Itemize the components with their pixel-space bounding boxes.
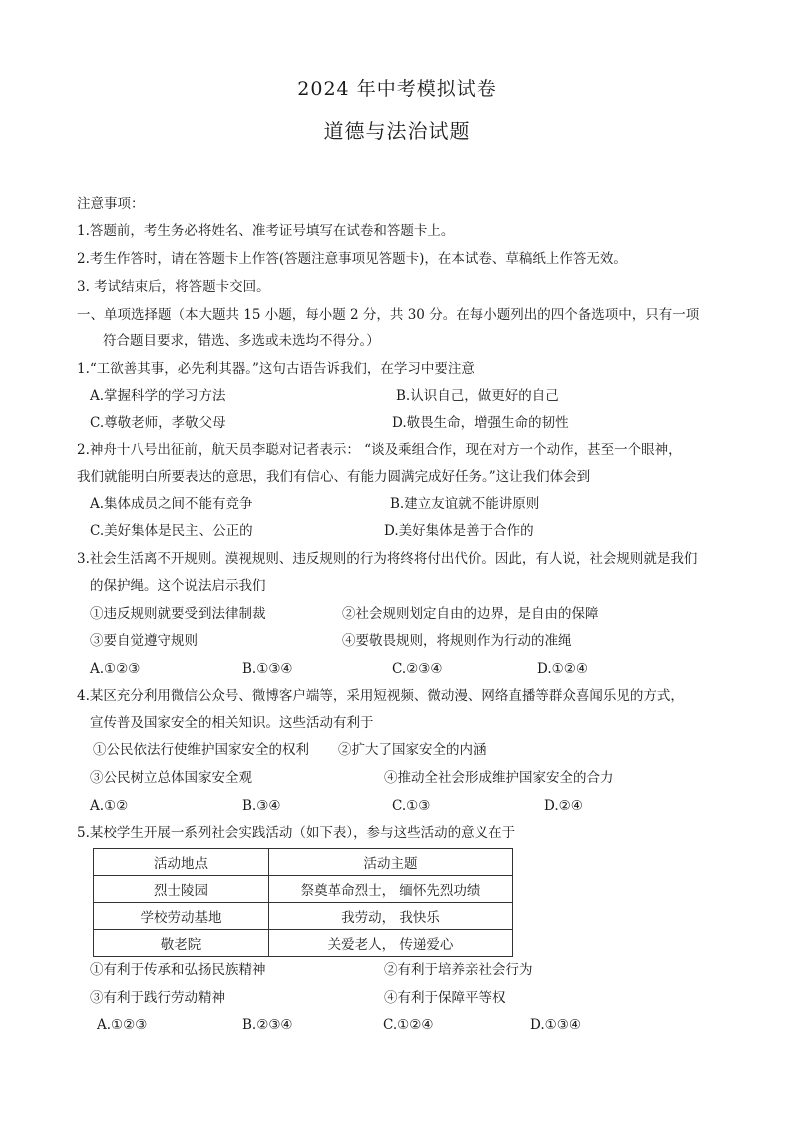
q5-option-b: B.②③④ [242,1017,293,1033]
table-cell: 我劳动， 我快乐 [269,903,513,930]
q3-statement-3: ③要自觉遵守规则 [90,633,198,649]
q4-option-a: A.①② [90,798,129,814]
q4-option-b: B.③④ [242,798,281,814]
q4-option-c: C.①③ [392,798,431,814]
q4-statement-1: ①公民依法行使维护国家安全的权利 [93,742,309,758]
q3-option-c: C.②③④ [392,661,443,677]
section-heading-line1: 一、单项选择题（本大题共 15 小题，每小题 2 分，共 30 分。在每小题列出的四个备选项中，只有一项 [77,307,700,323]
table-row [94,876,513,903]
q5-statement-1: ①有利于传承和弘扬民族精神 [90,962,266,978]
q5-statement-4: ④有利于保障平等权 [384,990,506,1006]
q2-option-c: C.美好集体是民主、公正的 [90,523,253,539]
q2-stem-line1: 2.神舟十八号出征前，航天员李聪对记者表示： “谈及乘组合作，现在对方一个动作，甚至一个眼神， [77,442,682,458]
q4-statement-3: ③公民树立总体国家安全观 [90,770,252,786]
q5-statement-2: ②有利于培养亲社会行为 [384,962,533,978]
table-header-row [94,849,513,876]
q5-option-c: C.①②④ [383,1017,434,1033]
q5-option-d: D.①③④ [530,1017,581,1033]
notice-item-1: 1.答题前，考生务必将姓名、准考证号填写在试卷和答题卡上。 [77,223,455,239]
q4-statement-2: ②扩大了国家安全的内涵 [338,742,487,758]
table-cell: 关爱老人， 传递爱心 [269,930,513,957]
q3-statement-4: ④要敬畏规则，将规则作为行动的准绳 [342,633,572,649]
q3-option-d: D.①②④ [537,661,588,677]
q3-stem-line1: 3.社会生活离不开规则。漠视规则、违反规则的行为将终将付出代价。因此，有人说，社会规则就是我们 [77,551,698,567]
page-subtitle: 道德与法治试题 [323,119,471,143]
q1-option-a: A.掌握科学的学习方法 [90,388,226,404]
q5-stem: 5.某校学生开展一系列社会实践活动（如下表），参与这些活动的意义在于 [77,825,516,841]
q1-stem: 1.“工欲善其事，必先利其器。”这句古语告诉我们，在学习中要注意 [77,361,475,377]
q3-statement-1: ①违反规则就要受到法律制裁 [90,606,266,622]
notice-item-2: 2.考生作答时，请在答题卡上作答(答题注意事项见答题卡)，在本试卷、草稿纸上作答无效。 [77,251,627,267]
q5-statement-3: ③有利于践行劳动精神 [90,990,225,1006]
q3-statement-2: ②社会规则划定自由的边界，是自由的保障 [342,606,599,622]
notice-heading: 注意事项： [77,196,145,212]
q1-option-d: D.敬畏生命，增强生命的韧性 [392,415,569,431]
table-header-cell: 活动主题 [269,849,513,876]
q2-option-b: B.建立友谊就不能讲原则 [390,496,540,512]
table-cell: 烈士陵园 [94,876,269,903]
table-header-cell: 活动地点 [94,849,269,876]
table-cell: 祭奠革命烈士， 缅怀先烈功绩 [269,876,513,903]
q3-stem-line2: 的保护绳。这个说法启示我们 [90,578,266,594]
table-row [94,903,513,930]
q4-stem-line2: 宣传普及国家安全的相关知识。这些活动有利于 [90,715,374,731]
q1-option-c: C.尊敬老师，孝敬父母 [90,415,226,431]
table-row [94,930,513,957]
page-title: 2024 年中考模拟试卷 [297,78,497,100]
q2-stem-line2: 我们就能明白所要表达的意思，我们有信心、有能力圆满完成好任务。”这让我们体会到 [77,469,591,485]
q2-option-d: D.美好集体是善于合作的 [384,523,534,539]
q2-option-a: A.集体成员之间不能有竞争 [90,496,253,512]
q4-statement-4: ④推动全社会形成维护国家安全的合力 [384,770,614,786]
q4-stem-line1: 4.某区充分利用微信公众号、微博客户端等，采用短视频、微动漫、网络直播等群众喜闻乐见的方式， [77,688,684,704]
table-cell: 敬老院 [94,930,269,957]
q3-option-b: B.①③④ [242,661,293,677]
q4-option-d: D.②④ [544,798,583,814]
q1-option-b: B.认识自己，做更好的自己 [396,388,559,404]
section-heading-line2: 符合题目要求，错选、多选或未选均不得分。） [103,333,380,349]
notice-item-3: 3. 考试结束后，将答题卡交回。 [77,279,270,295]
table-cell: 学校劳动基地 [94,903,269,930]
q5-option-a: A.①②③ [97,1017,148,1033]
activities-table [93,848,513,957]
q3-option-a: A.①②③ [90,661,141,677]
